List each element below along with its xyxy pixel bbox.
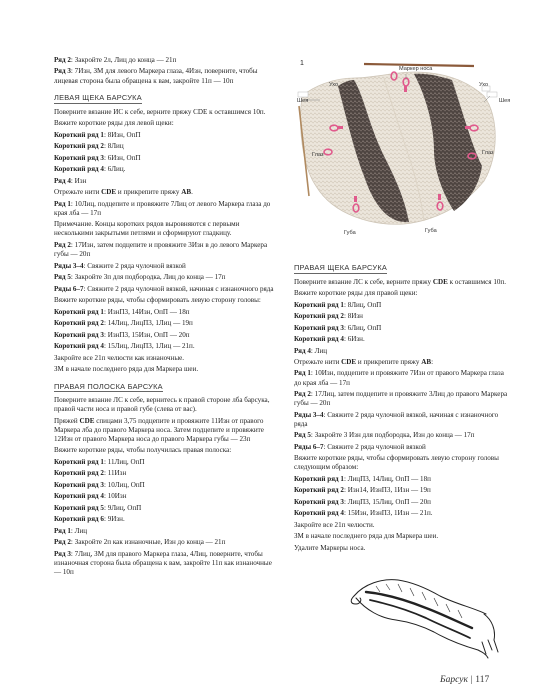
text-row: Короткий ряд 2: 14Лиц, ЛицП3, 1Лиц — 19п: [54, 319, 193, 328]
text-row: Ряд 4: Изн: [54, 176, 87, 185]
paragraph: Вяжите короткие ряды для правой щеки:: [294, 289, 418, 298]
text-row: Короткий ряд 1: 11Лиц, ОпП: [54, 457, 145, 466]
text-row: Ряд 5: Закройте 3п для подбородка, Лиц до конца — 17п: [54, 273, 226, 282]
paragraph: Поверните вязание ЛС к себе, вернитесь к правой стороне лба барсука, правой части носа и правой губе (слева от вас).: [54, 396, 270, 414]
page-footer: [440, 676, 489, 685]
label-eye-right: Глаз: [482, 150, 494, 156]
text-row: Ряды 6–7: Свяжите 2 ряда чулочной вязкой: [294, 442, 426, 451]
text-row: Короткий ряд 2: 8Изн: [294, 312, 363, 321]
text-row: Ряды 3–4: Свяжите 2 ряда чулочной вязкой, начиная с изнаночного ряда: [294, 410, 499, 428]
paragraph: Закройте все 21п челюсти.: [294, 520, 375, 529]
section-title-right-stripe: ПРАВАЯ ПОЛОСКА БАРСУКА: [54, 381, 163, 391]
text-row: Короткий ряд 3: 6Лиц, ОпП: [294, 323, 382, 332]
paragraph: Отрежьте нити CDE и прикрепите пряжу AB.: [54, 188, 193, 197]
text-row: Короткий ряд 3: 10Лиц, ОпП: [54, 480, 145, 489]
text-row: Короткий ряд 3: 6Изн, ОпП: [54, 153, 141, 162]
label-nose-marker: Маркер носа: [399, 66, 433, 72]
label-ear-right: Ухо: [479, 82, 489, 88]
text-row: Короткий ряд 4: 6Лиц.: [54, 165, 126, 174]
text-row: Ряд 2: 17Изн, затем подцепите и провяжите 3Изн в до левого Маркера губы — 20п: [54, 241, 268, 259]
paragraph: Вяжите короткие ряды, чтобы сформировать левую сторону головы:: [54, 296, 261, 305]
photo-number: 1: [300, 60, 304, 67]
text-row: Короткий ряд 6: 9Изн.: [54, 515, 125, 524]
text-row: Ряд 3: 7Лиц, ЗМ для правого Маркера глаза, 4Лиц, поверните, чтобы изнаночная сторона была обращена к вам, закройте 11п как изнаночные — 10п: [54, 549, 272, 577]
paragraph: Пряжей CDE спицами 3,75 подцепите и провяжите 11Изн от правого Маркера лба до правого Маркера носа. Затем подцепите и провяжите 12Изн от правого Маркера носа до правого Маркера губы — 23п: [54, 416, 264, 443]
footer-title: Барсук: [440, 675, 468, 685]
text-row: Ряд 2: Закройте 2л, Лиц до конца — 21п: [54, 56, 177, 64]
paragraph: Поверните вязание ЛС к себе, верните пряжу CDE к оставшимся 10п.: [294, 277, 506, 286]
text-row: Ряды 6–7: Свяжите 2 ряда чулочной вязкой, начиная с изнаночного ряда: [54, 284, 274, 293]
left-column: [54, 56, 276, 580]
text-row: Короткий ряд 1: ЛицП3, 14Лиц, ОпП — 18п: [294, 474, 431, 483]
text-row: Короткий ряд 1: 8Лиц, ОпП: [294, 300, 382, 309]
text-row: Короткий ряд 3: ЛицП3, 15Лиц, ОпП — 20п: [294, 497, 431, 506]
text-row: Короткий ряд 4: 15Лиц, ЛицП3, 1Лиц — 21п.: [54, 342, 195, 351]
label-lip-right: Губа: [425, 228, 437, 234]
section-title-left-cheek: ЛЕВАЯ ЩЕКА БАРСУКА: [54, 93, 142, 103]
section-title-right-cheek: ПРАВАЯ ЩЕКА БАРСУКА: [294, 263, 388, 272]
paragraph: Закройте все 21п челюсти как изнаночные.: [54, 353, 185, 362]
text-row: Ряд 1: 10Изн, подцепите и провяжите 7Изн от правого Маркера глаза до края лба — 17п: [294, 369, 504, 387]
text-row: Короткий ряд 2: Изн14, ИзнП3, 1Изн — 19п: [294, 486, 431, 495]
paragraph: Поверните вязание ИС к себе, верните пряжу CDE к оставшимся 10п.: [54, 107, 266, 116]
text-row: Короткий ряд 4: 10Изн: [54, 492, 127, 501]
paragraph: Вяжите короткие ряды, чтобы получилась правая полоска:: [54, 446, 232, 455]
text-row: Короткий ряд 2: 11Изн: [54, 469, 127, 478]
knitting-photo: [294, 56, 510, 248]
label-neck-right: Шея: [499, 98, 511, 104]
badger-sketch: [346, 570, 506, 662]
text-row: Ряд 1: 10Лиц, подцепите и провяжите 7Лиц от левого Маркера глаза до края лба — 17п: [54, 199, 271, 217]
label-ear-left: Ухо: [329, 82, 339, 88]
right-column: [294, 258, 510, 556]
text-row: Короткий ряд 2: 8Лиц: [54, 142, 124, 151]
text-row: Короткий ряд 1: 8Изн, ОпП: [54, 130, 141, 139]
label-eye-left: Глаз: [312, 152, 324, 158]
paragraph: ЗМ в начале последнего ряда для Маркера шеи.: [294, 532, 439, 541]
paragraph: Вяжите короткие ряды, чтобы сформировать левую сторону головы следующим образом:: [294, 454, 499, 472]
text-row: Короткий ряд 4: 6Изн.: [294, 335, 365, 344]
text-row: Короткий ряд 4: 15Изн, ИзнП3, 1Изн — 21п.: [294, 509, 433, 518]
footer-separator: |: [467, 675, 476, 685]
label-neck-left: Шея: [297, 98, 309, 104]
text-row: Ряд 4: Лиц: [294, 346, 328, 355]
text-row: Ряд 2: 17Лиц, затем подцепите и провяжите 3Лиц до правого Маркера губы — 20п: [294, 390, 508, 408]
label-lip-left: Губа: [344, 230, 356, 236]
note: Примечание. Концы коротких рядов выровняются с первыми несколькими закрытыми петлями и сформируют гладкицу.: [54, 220, 240, 238]
text-row: Ряд 1: Лиц: [54, 526, 88, 535]
text-row: Ряд 5: Закройте 3 Изн для подбородка, Изн до конца — 17п: [294, 431, 475, 440]
text-row: Короткий ряд 1: ИзнП3, 14Изн, ОпП — 18п: [54, 307, 190, 316]
paragraph: Отрежьте нити CDE и прикрепите пряжу AB:: [294, 357, 434, 366]
text-row: Ряды 3–4: Свяжите 2 ряда чулочной вязкой: [54, 261, 186, 270]
paragraph: ЗМ в начале последнего ряда для Маркера шеи.: [54, 365, 199, 374]
text-row: Ряд 3: 7Изн, ЗМ для левого Маркера глаза, 4Изн, поверните, чтобы лицевая сторона была обращена к вам, закройте 11п — 10п: [54, 67, 258, 85]
paragraph: Вяжите короткие ряды для левой щеки:: [54, 119, 174, 128]
text-row: Короткий ряд 5: 9Лиц, ОпП: [54, 503, 142, 512]
text-row: Ряд 2: Закройте 2п как изнаночные, Изн до конца — 21п: [54, 538, 226, 547]
paragraph: Удалите Маркеры носа.: [294, 544, 366, 553]
page-number: 117: [475, 675, 490, 685]
text-row: Короткий ряд 3: ИзнП3, 15Изн, ОпП — 20п: [54, 330, 190, 339]
